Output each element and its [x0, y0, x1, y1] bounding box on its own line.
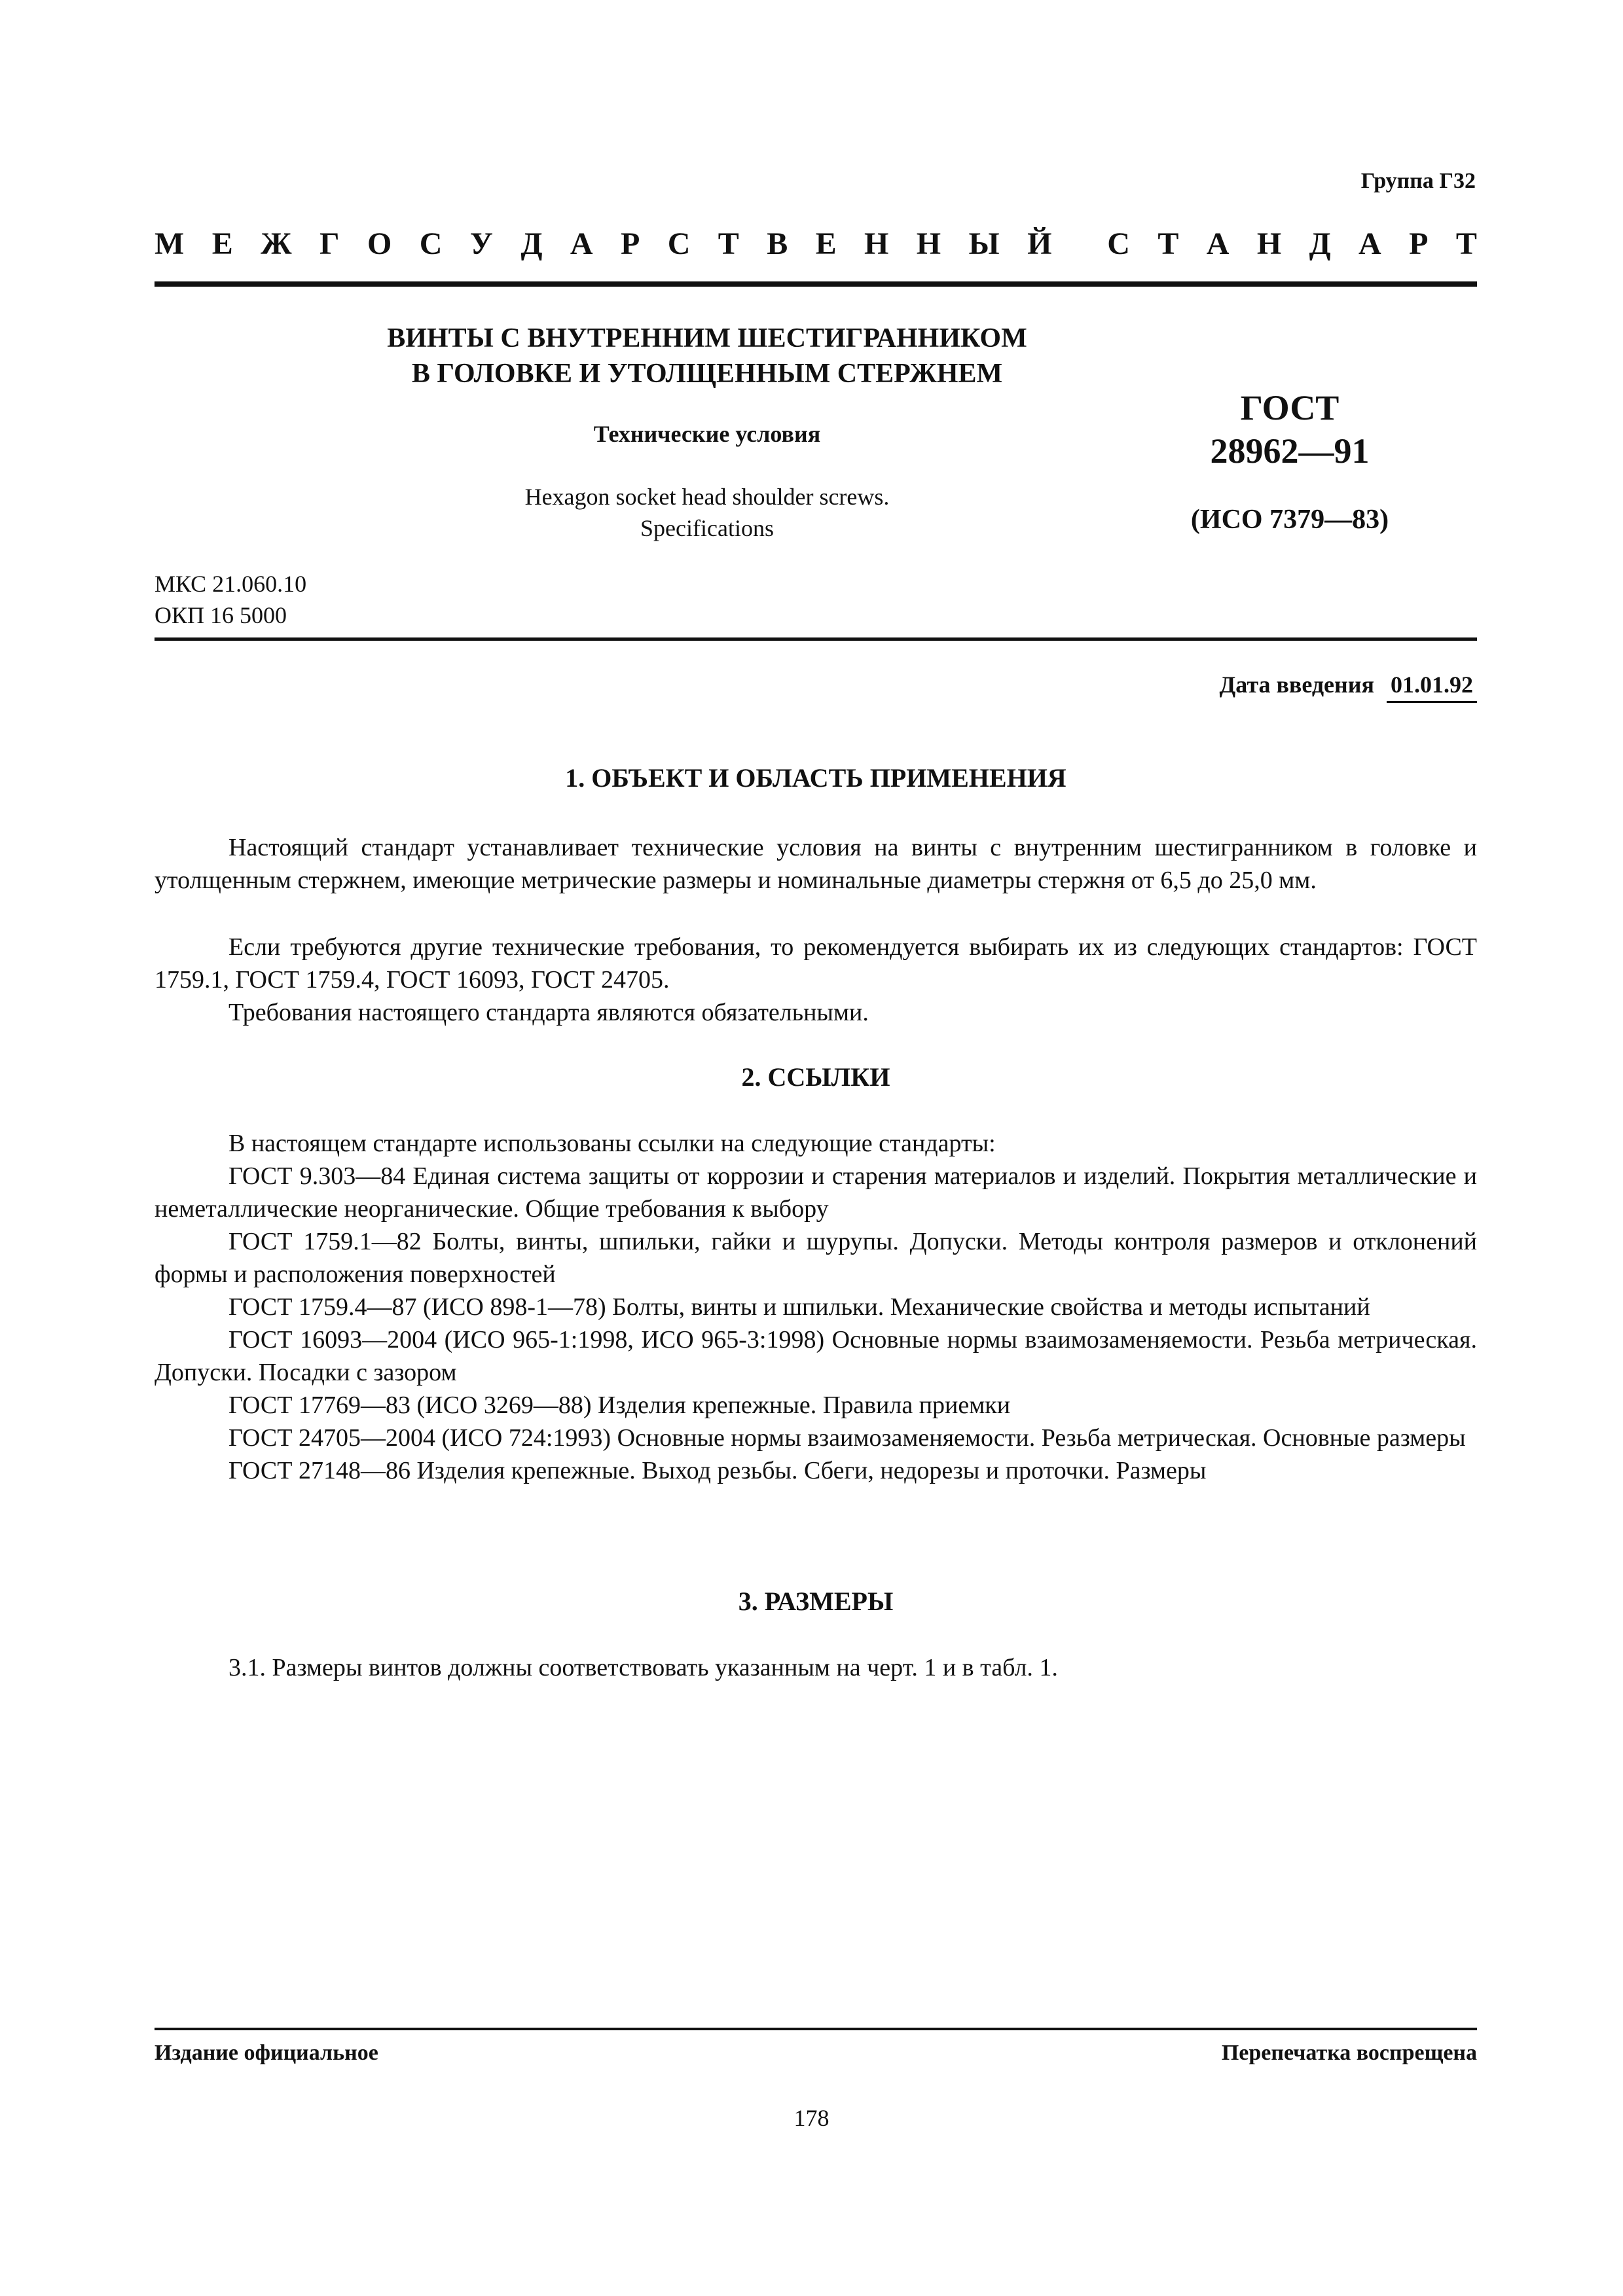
gost-number: 28962—91: [1210, 431, 1370, 471]
banner-letter: Й: [1027, 226, 1052, 261]
paragraph: Настоящий стандарт устанавливает технические условия на винты с внутренним шестигранником в головке и утолщенным стержнем, имеющие метрические размеры и номинальные диаметры стержня от 6,5 до 25,0 мм.: [155, 834, 1477, 894]
reference-item: ГОСТ 17769—83 (ИСО 3269—88) Изделия крепежные. Правила приемки: [228, 1391, 1011, 1419]
paragraph: Если требуются другие технические требования, то рекомендуется выбирать их из следующих стандартов: ГОСТ 1759.1, ГОСТ 1759.4, ГОСТ 16093, ГОСТ 24705.: [155, 933, 1477, 994]
paragraph: Требования настоящего стандарта являются обязательными.: [228, 999, 869, 1026]
banner-letter: Н: [864, 226, 889, 261]
document-subtitle: Технические условия: [593, 421, 821, 447]
title-line-2: В ГОЛОВКЕ И УТОЛЩЕННЫМ СТЕРЖНЕМ: [411, 359, 1003, 389]
group-code: Группа Г32: [1360, 169, 1476, 193]
reference-item: ГОСТ 27148—86 Изделия крепежные. Выход резьбы. Сбеги, недорезы и проточки. Размеры: [228, 1457, 1207, 1484]
banner-letter: Е: [211, 226, 233, 261]
banner-letter: А: [1206, 226, 1230, 261]
banner-letter: В: [767, 226, 788, 261]
section-heading: 2. ССЫЛКИ: [741, 1062, 890, 1092]
banner-letter: У: [469, 226, 494, 261]
header-rule: [155, 281, 1477, 287]
banner-letter: Т: [718, 226, 739, 261]
section-heading: 3. РАЗМЕРЫ: [738, 1587, 894, 1616]
references-intro: В настоящем стандарте использованы ссылки на следующие стандарты:: [228, 1130, 996, 1157]
intro-date-value: 01.01.92: [1387, 671, 1477, 703]
banner-letter: О: [367, 226, 392, 261]
intro-date-label: Дата введения: [1219, 672, 1374, 698]
banner-letter: М: [155, 226, 185, 261]
banner-letter: С: [1107, 226, 1130, 261]
document-title: [249, 321, 1165, 391]
banner-letter: Р: [620, 226, 640, 261]
reference-item: ГОСТ 24705—2004 (ИСО 724:1993) Основные нормы взаимозаменяемости. Резьба метрическая. Основные размеры: [228, 1424, 1466, 1452]
banner-letter: Т: [1158, 226, 1179, 261]
title-line-1: ВИНТЫ С ВНУТРЕННИМ ШЕСТИГРАННИКОМ: [387, 323, 1027, 353]
paragraph: 3.1. Размеры винтов должны соответствовать указанным на черт. 1 и в табл. 1.: [228, 1654, 1058, 1681]
banner-letter: Т: [1455, 226, 1477, 261]
mks-code: МКС 21.060.10: [155, 571, 307, 597]
banner-letter: Д: [1309, 226, 1331, 261]
interstate-standard-banner: [155, 226, 1477, 262]
banner-letter: Ж: [261, 226, 292, 261]
banner-letter: Р: [1409, 226, 1429, 261]
introduction-date: [1220, 671, 1478, 703]
english-title-line-2: Specifications: [640, 515, 774, 541]
banner-letter: Д: [520, 226, 543, 261]
banner-letter: Н: [1256, 226, 1282, 261]
classification-codes: [155, 568, 306, 631]
reference-item: ГОСТ 16093—2004 (ИСО 965-1:1998, ИСО 965-3:1998) Основные нормы взаимозаменяемости. Резьба метрическая. Допуски. Посадки с зазором: [155, 1326, 1477, 1386]
english-title: [249, 481, 1165, 544]
page-number: 178: [793, 2105, 830, 2131]
banner-letter: С: [667, 226, 691, 261]
reprint-prohibited-note: Перепечатка воспрещена: [1221, 2041, 1477, 2065]
references-list: [155, 1127, 1477, 1487]
official-edition-note: Издание официальное: [155, 2041, 378, 2065]
banner-letter: А: [570, 226, 593, 261]
gost-designation: [1152, 386, 1427, 473]
classification-rule: [155, 637, 1477, 641]
reference-item: ГОСТ 9.303—84 Единая система защиты от коррозии и старения материалов и изделий. Покрытия металлические и неметаллические неорганические. Общие требования к выбору: [155, 1162, 1477, 1223]
banner-letter: А: [1359, 226, 1381, 261]
gost-label: ГОСТ: [1240, 388, 1340, 427]
okp-code: ОКП 16 5000: [155, 602, 287, 628]
banner-letter: Н: [916, 226, 941, 261]
banner-letter: Е: [815, 226, 837, 261]
reference-item: ГОСТ 1759.4—87 (ИСО 898-1—78) Болты, винты и шпильки. Механические свойства и методы испытаний: [228, 1293, 1370, 1321]
footer-rule: [155, 2028, 1477, 2030]
banner-letter: С: [419, 226, 443, 261]
iso-equivalent: (ИСО 7379—83): [1190, 505, 1389, 535]
english-title-line-1: Hexagon socket head shoulder screws.: [524, 484, 890, 510]
banner-letter: Г: [319, 226, 340, 261]
reference-item: ГОСТ 1759.1—82 Болты, винты, шпильки, гайки и шурупы. Допуски. Методы контроля размеров и отклонений формы и расположения поверхностей: [155, 1228, 1477, 1288]
section-heading: 1. ОБЪЕКТ И ОБЛАСТЬ ПРИМЕНЕНИЯ: [565, 763, 1067, 793]
banner-letter: Ы: [968, 226, 1000, 261]
